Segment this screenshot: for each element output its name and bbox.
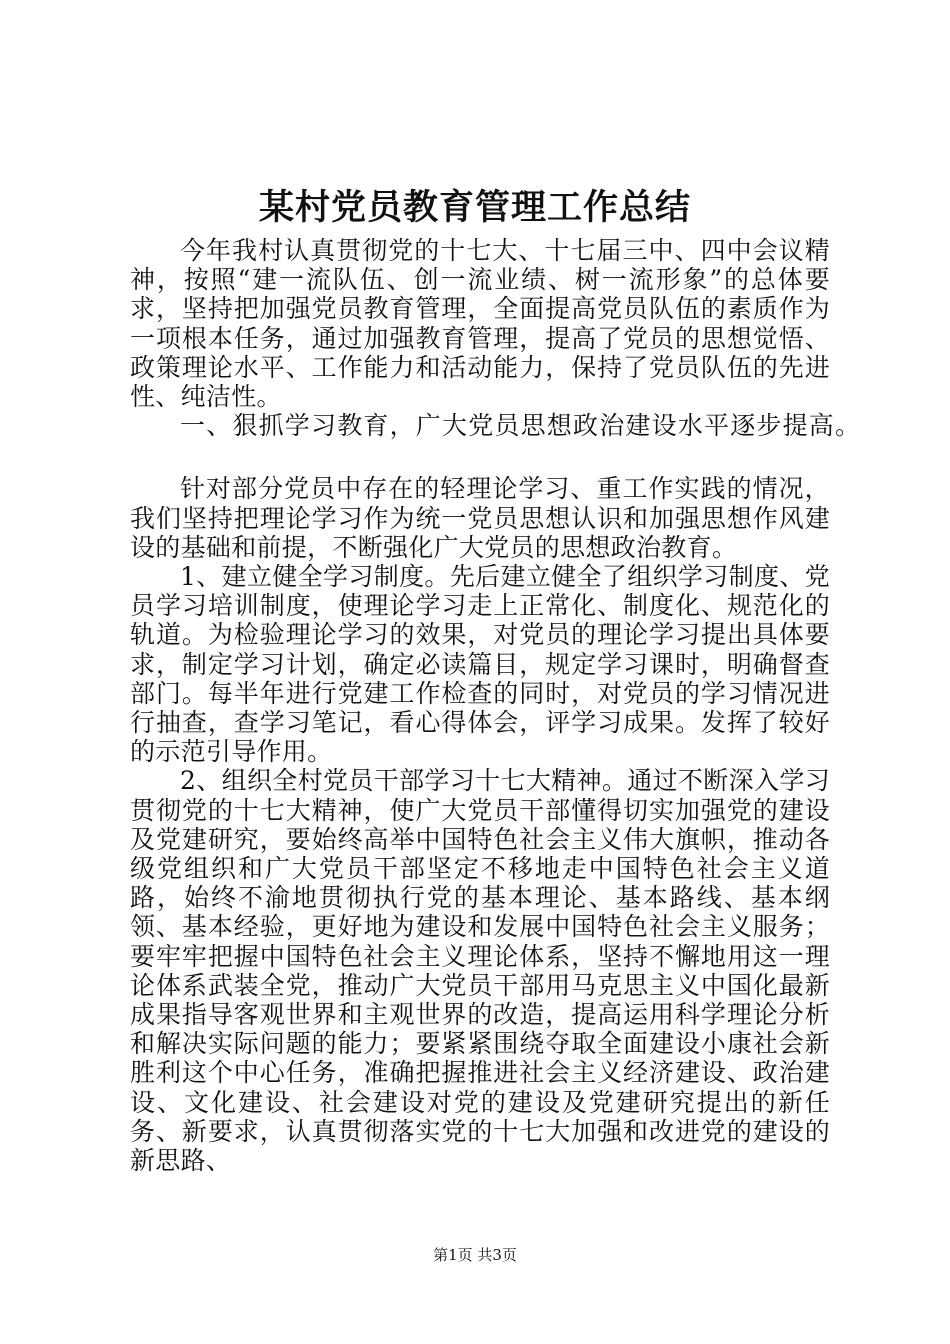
item-1-paragraph: 1、建立健全学习制度。先后建立健全了组织学习制度、党员学习培训制度，使理论学习走上正常化、制度化、规范化的轨道。为检验理论学习的效果，对党员的理论学习提出具体要求，制定学习计划，确定必读篇目，规定学习课时，明确督查部门。每半年进行党建工作检查的同时，对党员的学习情况进行抽查，查学习笔记，看心得体会，评学习成果。发挥了较好的示范引导作用。 [130,562,830,767]
intro-paragraph: 今年我村认真贯彻党的十七大、十七届三中、四中会议精神，按照“建一流队伍、创一流业绩、树一流形象”的总体要求，坚持把加强党员教育管理，全面提高党员队伍的素质作为一项根本任务，通过加强教育管理，提高了党员的思想觉悟、政策理论水平、工作能力和活动能力，保持了党员队伍的先进性、纯洁性。 [130,236,830,412]
paragraph-spacer [130,440,830,474]
item-2-paragraph: 2、组织全村党员干部学习十七大精神。通过不断深入学习贯彻党的十七大精神，使广大党员干部懂得切实加强党的建设及党建研究，要始终高举中国特色社会主义伟大旗帜，推动各级党组织和广大党员干部坚定不移地走中国特色社会主义道路，始终不渝地贯彻执行党的基本理论、基本路线、基本纲领、基本经验，更好地为建设和发展中国特色社会主义服务；要牢牢把握中国特色社会主义理论体系，坚持不懈地用这一理论体系武装全党，推动广大党员干部用马克思主义中国化最新成果指导客观世界和主观世界的改造，提高运用科学理论分析和解决实际问题的能力；要紧紧围绕夺取全面建设小康社会新胜利这个中心任务，准确把握推进社会主义经济建设、政治建设、文化建设、社会建设对党的建设及党建研究提出的新任务、新要求，认真贯彻落实党的十七大加强和改进党的建设的新思路、 [130,766,830,1176]
document-body [130,236,862,1176]
page-number: 第1页 共3页 [433,1246,517,1264]
section-intro-paragraph: 针对部分党员中存在的轻理论学习、重工作实践的情况，我们坚持把理论学习作为统一党员思想认识和加强思想作风建设的基础和前提，不断强化广大党员的思想政治教育。 [130,474,830,562]
section-heading: 一、狠抓学习教育，广大党员思想政治建设水平逐步提高。 [180,411,862,441]
document-title: 某村党员教育管理工作总结 [258,187,691,228]
